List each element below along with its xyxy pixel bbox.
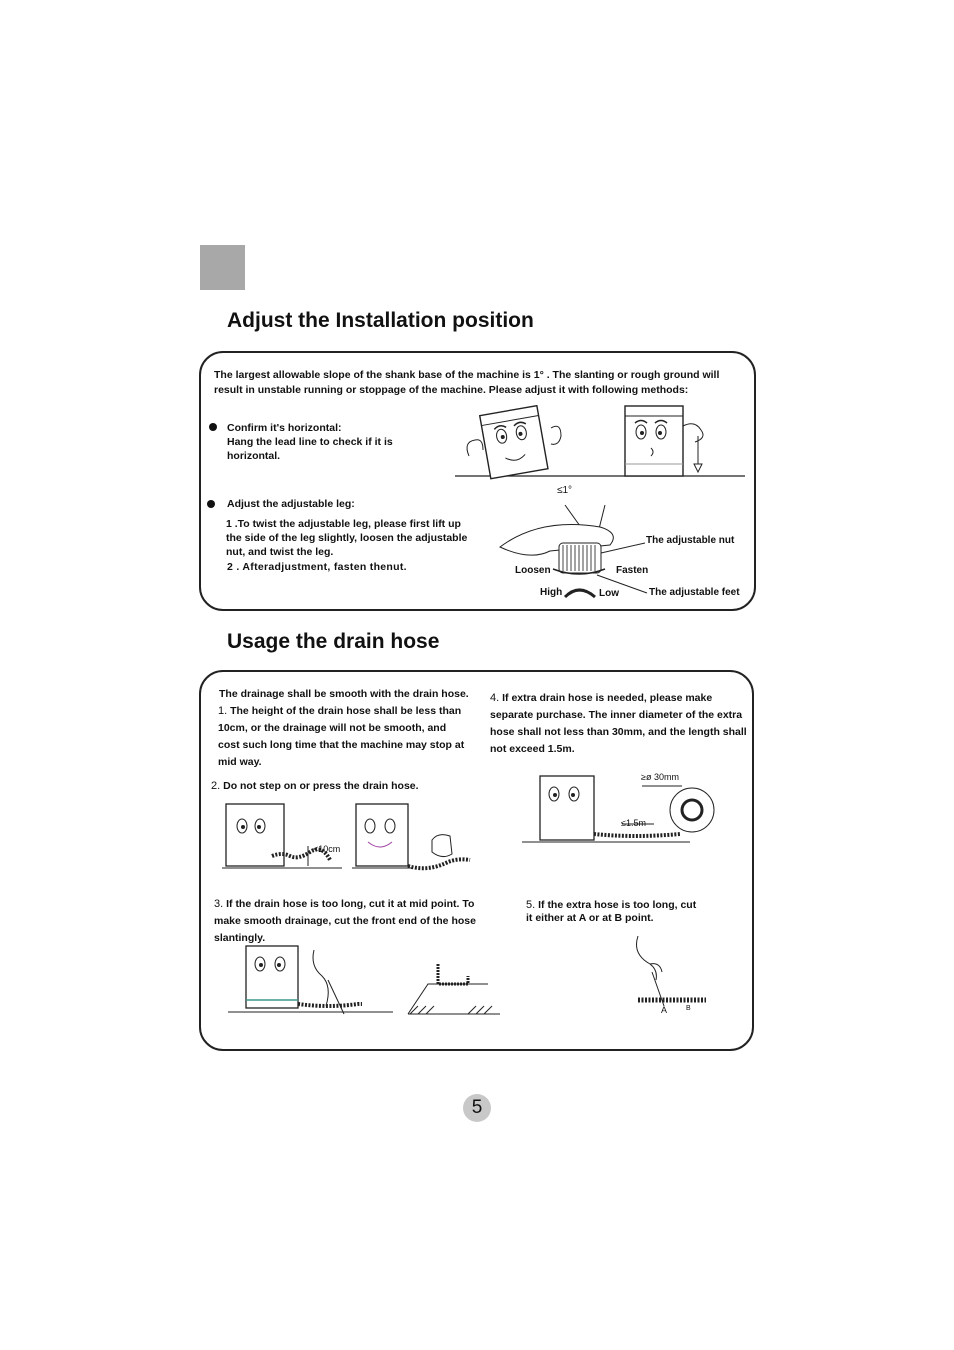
page-number: 5 xyxy=(463,1094,491,1122)
loosen-label: Loosen xyxy=(515,565,551,576)
item4-number: 4. xyxy=(490,692,500,704)
drain-hose-height-illustration xyxy=(222,800,492,882)
drain-item5 xyxy=(526,899,698,925)
low-label: Low xyxy=(599,588,619,599)
item2-number: 2. xyxy=(211,780,221,792)
horizontal-heading: Confirm it's horizontal: xyxy=(227,422,342,434)
section1-title: Adjust the Installation position xyxy=(227,309,534,332)
item3-text: If the drain hose is too long, cut it at mid point. To make smooth drainage, cut the front end of the hose slantingly. xyxy=(214,898,476,944)
extra-hose-illustration xyxy=(522,772,722,848)
length-label: ≤1.5m xyxy=(621,818,646,828)
high-label: High xyxy=(540,587,563,598)
installation-intro: The largest allowable slope of the shank base of the machine is 1° . The slanting or rough ground will result in unstable running or stoppage of the machine. Please adjust it with following methods: xyxy=(214,369,720,396)
cut-hose-illustration xyxy=(228,930,503,1020)
item4-text: If extra drain hose is needed, please make separate purchase. The inner diameter of the extra hose shall not less than 30mm, and the length shall not exceed 1.5m. xyxy=(490,692,747,755)
bullet-icon xyxy=(207,500,215,508)
point-a-label: A xyxy=(661,1005,668,1015)
drain-item2 xyxy=(211,778,419,795)
bullet-icon xyxy=(209,423,217,431)
cut-point-illustration xyxy=(630,932,720,1010)
item3-number: 3. xyxy=(214,898,224,910)
slope-label: ≤1° xyxy=(557,485,573,496)
adjustable-feet-label: The adjustable feet xyxy=(649,587,740,598)
drain-item4 xyxy=(490,690,748,758)
point-b-label: B xyxy=(686,1005,691,1012)
leg-heading: Adjust the adjustable leg: xyxy=(227,498,355,510)
horizontal-text: Hang the lead line to check if it is horizontal. xyxy=(227,436,393,462)
drain-intro: The drainage shall be smooth with the drain hose. xyxy=(219,688,469,700)
section2-title: Usage the drain hose xyxy=(227,630,440,653)
horizontal-check-illustration xyxy=(455,398,745,504)
diameter-label: ≥ø 30mm xyxy=(641,772,679,782)
drain-item1 xyxy=(218,703,468,771)
leg-step1: 1 .To twist the adjustable leg, please first lift up the side of the leg slightly, loosen the adjustable nut, and twist the leg. xyxy=(226,518,468,558)
adjustable-nut-label: The adjustable nut xyxy=(646,535,735,546)
leg-step2: 2 . Afteradjustment, fasten thenut. xyxy=(227,561,407,573)
section-marker xyxy=(200,245,245,290)
item1-text: The height of the drain hose shall be less than 10cm, or the drainage will not be smooth, and cost such long time that the machine may stop at mid way. xyxy=(218,705,465,768)
height-limit-label: <10cm xyxy=(313,844,341,854)
item5-text: If the extra hose is too long, cut it either at A or at B point. xyxy=(526,899,697,924)
item1-number: 1. xyxy=(218,705,228,717)
horizontal-check xyxy=(227,421,397,463)
item5-number: 5. xyxy=(526,899,536,911)
fasten-label: Fasten xyxy=(616,565,649,576)
item2-text: Do not step on or press the drain hose. xyxy=(223,780,419,792)
